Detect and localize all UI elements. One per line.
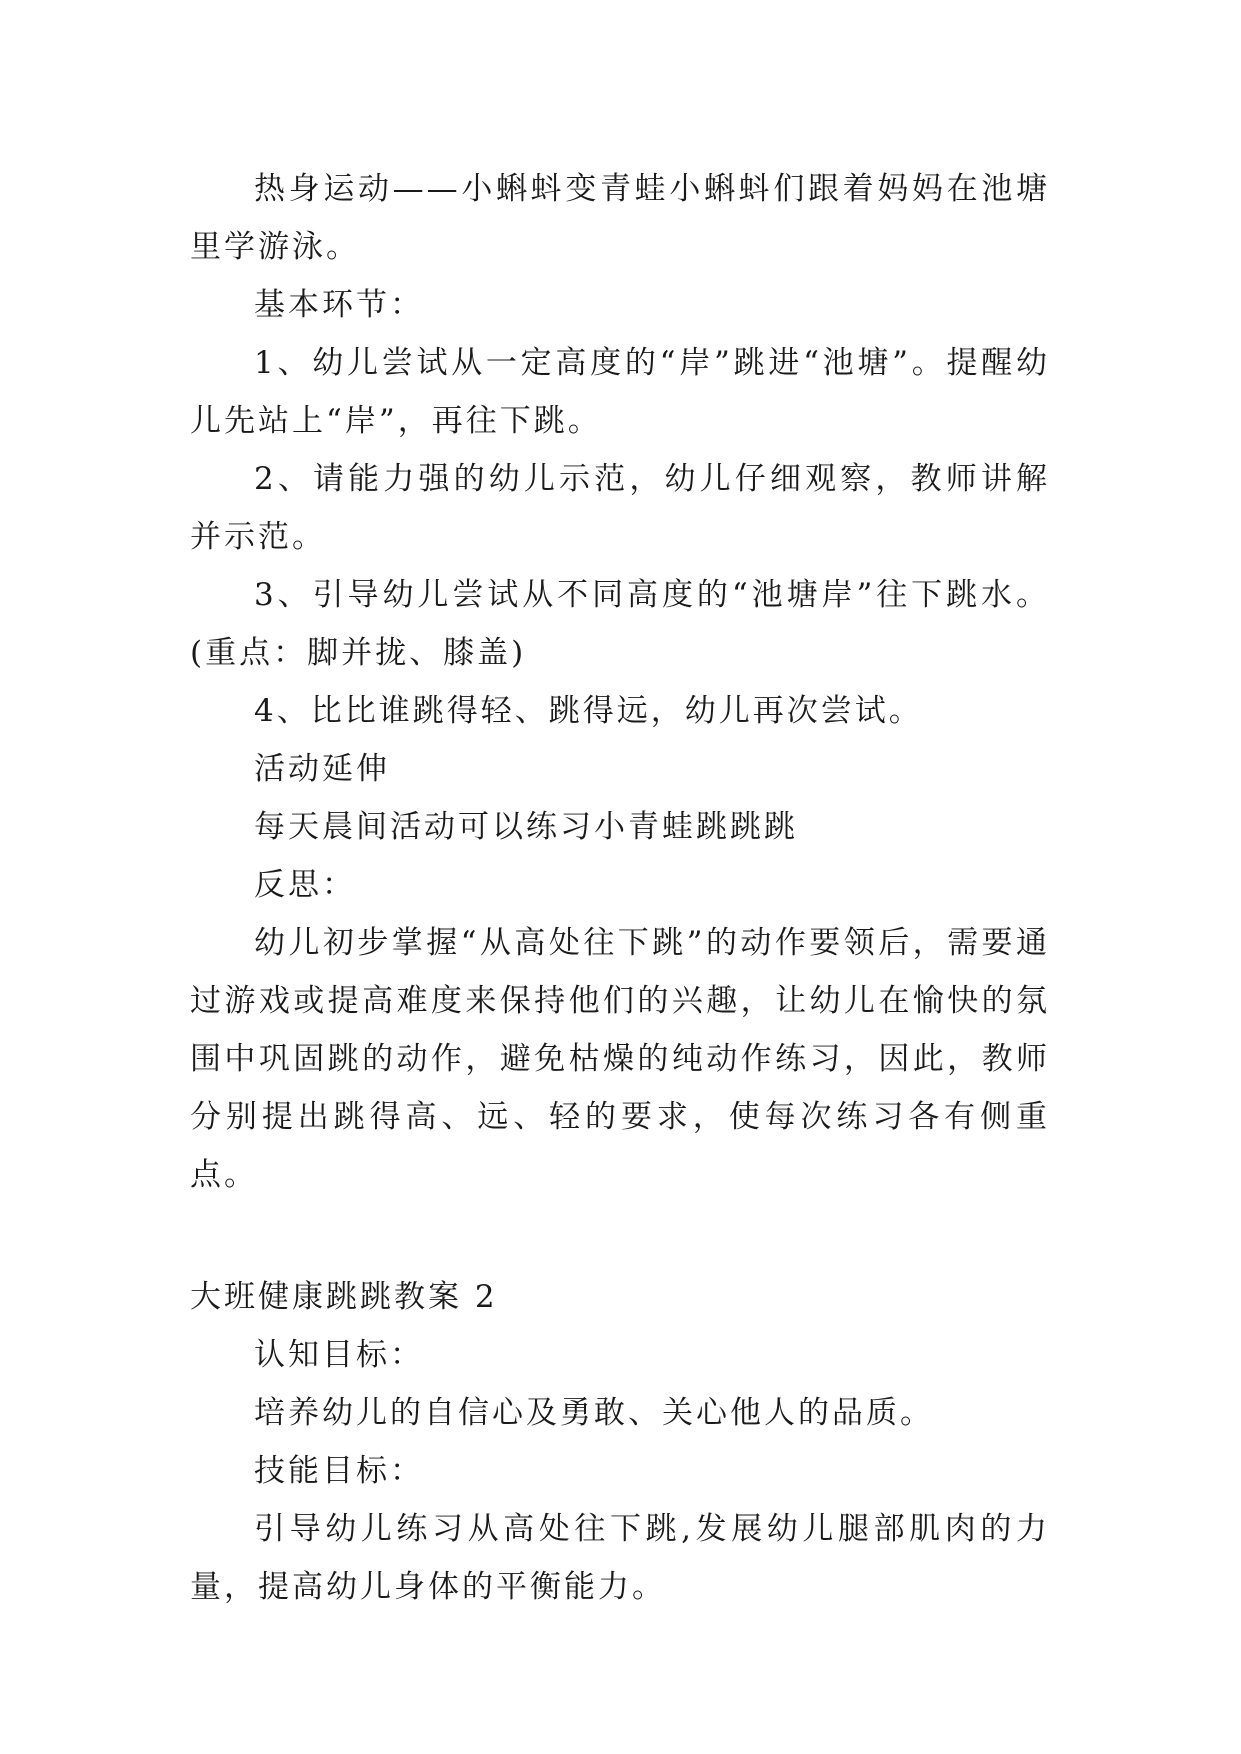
paragraph-step-1: 1、幼儿尝试从一定高度的“岸”跳进“池塘”。提醒幼儿先站上“岸”，再往下跳。 (190, 345, 1050, 439)
paragraph-skill-goal-text: 引导幼儿练习从高处往下跳,发展幼儿腿部肌肉的力量，提高幼儿身体的平衡能力。 (190, 1511, 1050, 1605)
section-gap (190, 1204, 1050, 1268)
paragraph-step-4: 4、比比谁跳得轻、跳得远，幼儿再次尝试。 (254, 693, 923, 729)
paragraph-reflection-label: 反思： (254, 867, 356, 903)
paragraph-cognitive-goal-label: 认知目标： (254, 1337, 424, 1373)
paragraph-basic-steps-label: 基本环节： (254, 287, 424, 323)
paragraph-cognitive-goal-text: 培养幼儿的自信心及勇敢、关心他人的品质。 (254, 1395, 934, 1431)
document-page (190, 160, 1050, 1616)
paragraph-extension-label: 活动延伸 (254, 751, 390, 787)
section-title: 大班健康跳跳教案 2 (190, 1279, 498, 1315)
paragraph-reflection-text: 幼儿初步掌握“从高处往下跳”的动作要领后，需要通过游戏或提高难度来保持他们的兴趣，让幼儿在愉快的氛围中巩固跳的动作，避免枯燥的纯动作练习，因此，教师分别提出跳得高、远、轻的要求，使每次练习各有侧重点。 (190, 925, 1050, 1193)
paragraph-extension-text: 每天晨间活动可以练习小青蛙跳跳跳 (254, 809, 798, 845)
paragraph-warmup: 热身运动——小蝌蚪变青蛙小蝌蚪们跟着妈妈在池塘里学游泳。 (190, 171, 1050, 265)
paragraph-step-2: 2、请能力强的幼儿示范，幼儿仔细观察，教师讲解并示范。 (190, 461, 1050, 555)
paragraph-step-3: 3、引导幼儿尝试从不同高度的“池塘岸”往下跳水。(重点：脚并拢、膝盖) (190, 577, 1050, 671)
paragraph-skill-goal-label: 技能目标： (254, 1453, 424, 1489)
